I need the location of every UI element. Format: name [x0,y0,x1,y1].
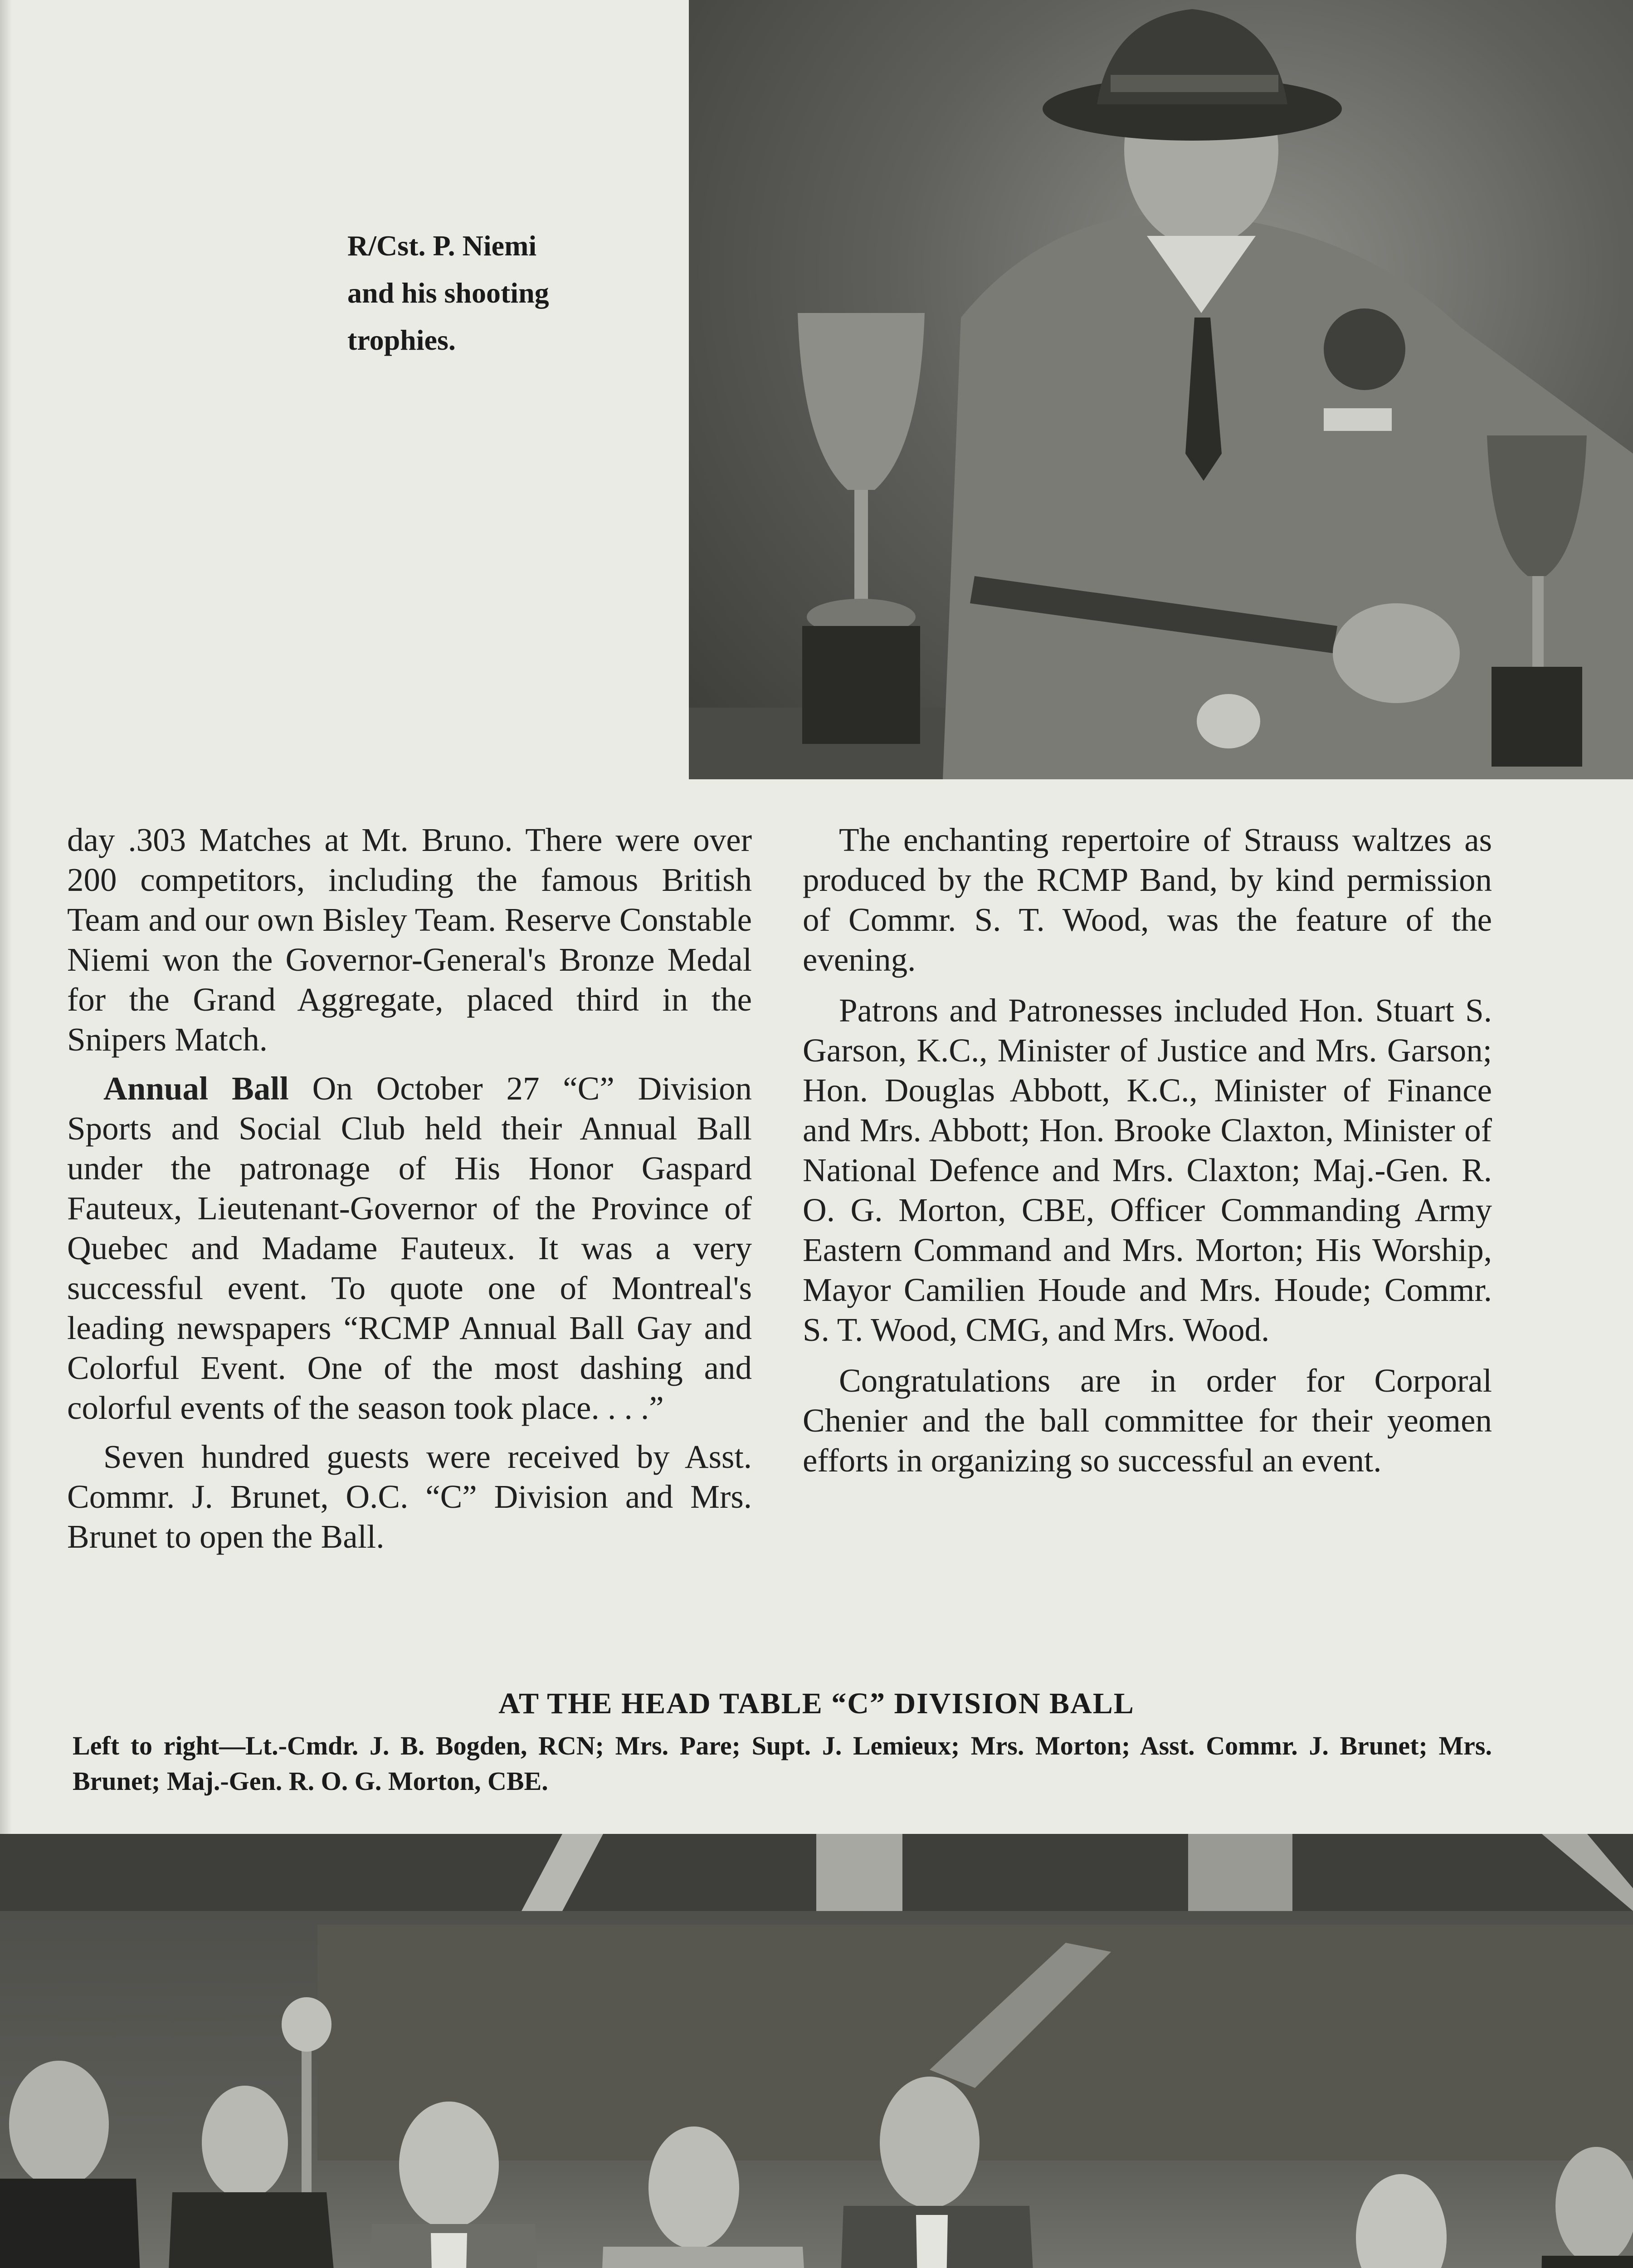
head-table-photo [0,1834,1633,2268]
paragraph: Congratulations are in order for Corporal Chenier and the ball committee for their yeomen efforts in organizing so successful an event. [803,1362,1492,1479]
niemi-photo-illustration [689,0,1633,779]
paragraph: day .303 Matches at Mt. Bruno. There were over 200 competitors, including the famous British Team and our own Bisley Team. Reserve Constable Niemi won the Governor-General's Bronze Medal for the Grand Aggregate, placed third in the Snipers Match. [67,821,752,1058]
section-heading: Annual Ball [103,1070,289,1107]
top-photo-caption [347,222,629,364]
paragraph-text: On October 27 “C” Division Sports and Social Club held their Annual Ball under the patronage of His Honor Gaspard Fauteux, Lieutenant-Governor of the Province of Quebec and Madame Fauteux. It was a very successful event. To quote one of Montreal's leading newspapers “RCMP Annual Ball Gay and Colorful Event. One of the most dashing and colorful events of the season took place. . . .” [67,1070,752,1426]
niemi-trophies-photo [689,0,1633,779]
right-text-column [803,820,1492,1491]
left-text-column [67,820,752,1566]
head-table-illustration [0,1834,1633,2268]
caption-line: and his shooting [347,277,549,309]
bottom-photo-heading: AT THE HEAD TABLE “C” DIVISION BALL [498,1687,1135,1720]
paragraph-annual-ball [67,1069,752,1428]
paragraph: The enchanting repertoire of Strauss waltzes as produced by the RCMP Band, by kind permission of Commr. S. T. Wood, was the feature of the evening. [803,821,1492,978]
paragraph: Patrons and Patronesses included Hon. Stuart S. Garson, K.C., Minister of Justice and Mrs. Garson; Hon. Douglas Abbott, K.C., Minister of Finance and Mrs. Abbott; Hon. Brooke Claxton, Minister of National Defence and Mrs. Claxton; Maj.-Gen. R. O. G. Morton, CBE, Officer Commanding Army Eastern Command and Mrs. Morton; His Worship, Mayor Camilien Houde and Mrs. Houde; Commr. S. T. Wood, CMG, and Mrs. Wood. [803,992,1492,1348]
caption-line: R/Cst. P. Niemi [347,230,537,262]
caption-line: trophies. [347,324,456,356]
bottom-photo-subcaption: Left to right—Lt.-Cmdr. J. B. Bogden, RCN; Mrs. Pare; Supt. J. Lemieux; Mrs. Morton; Asst. Commr. J. Brunet; Mrs. Brunet; Maj.-Gen. R. O. G. Morton, CBE. [73,1731,1492,1796]
paragraph: Seven hundred guests were received by Asst. Commr. J. Brunet, O.C. “C” Division and Mrs. Brunet to open the Ball. [67,1438,752,1555]
